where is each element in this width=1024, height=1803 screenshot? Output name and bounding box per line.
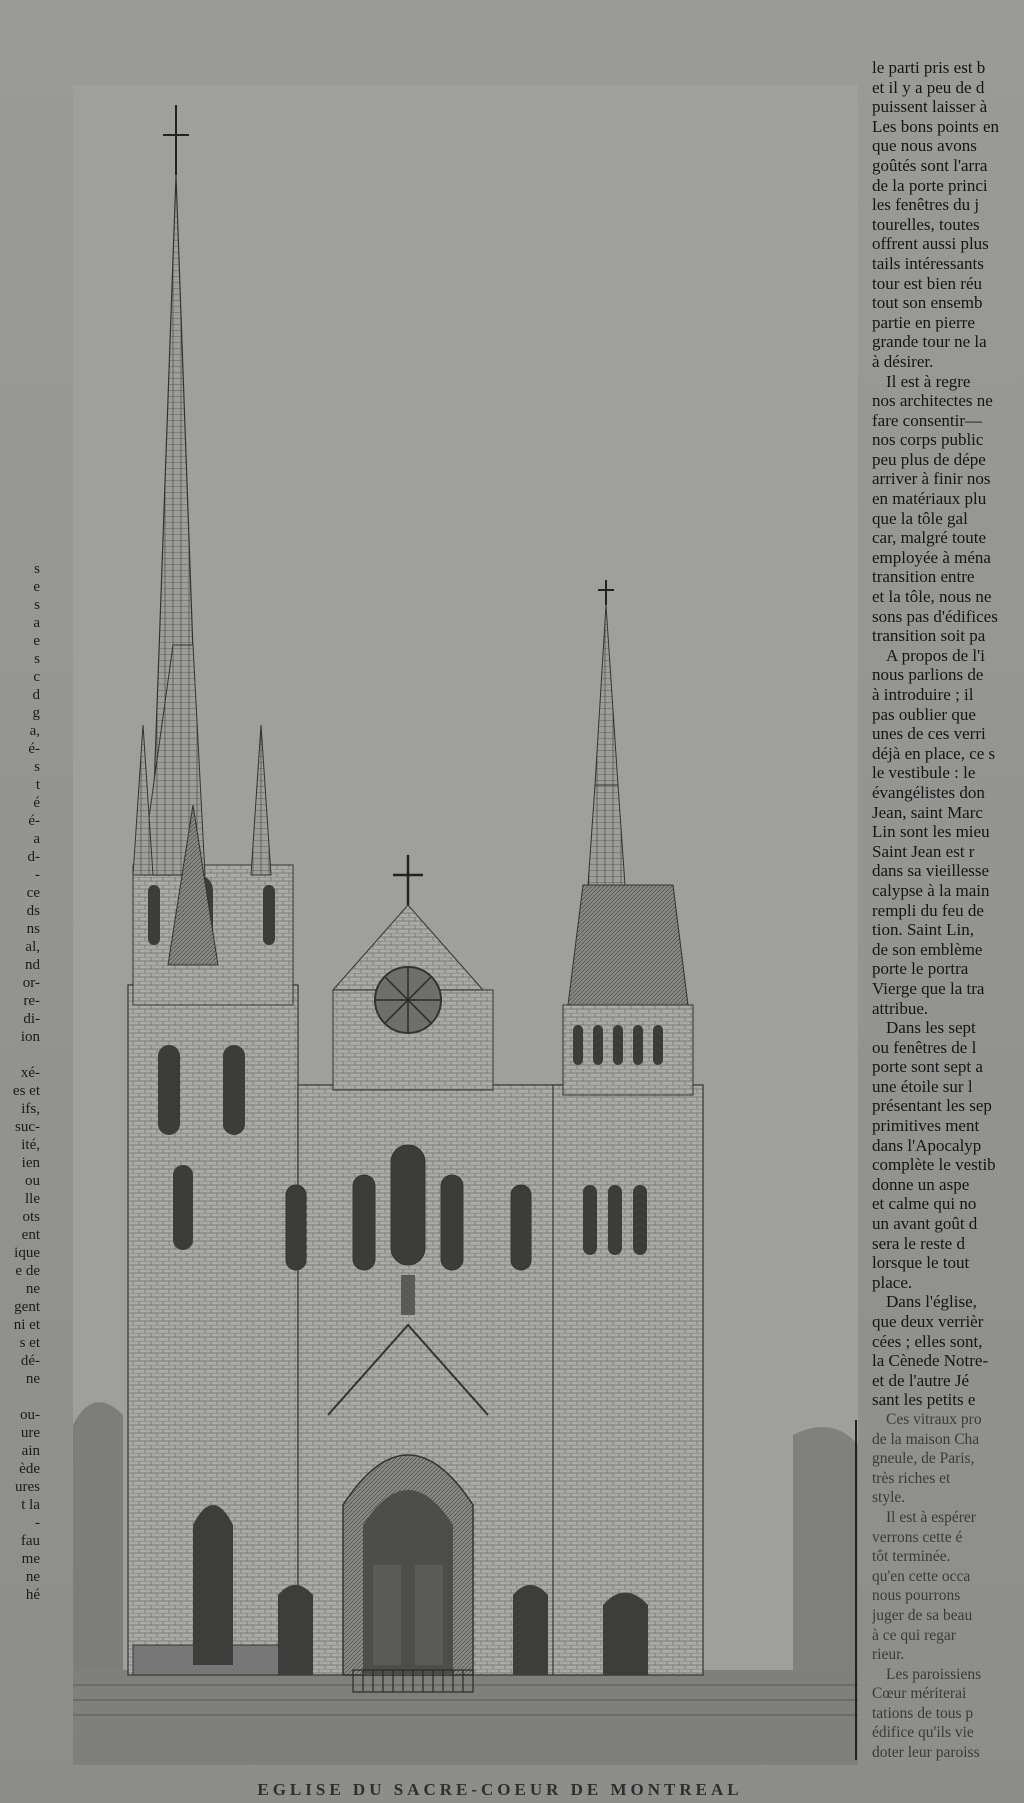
left-text-line (0, 1046, 40, 1064)
left-text-line: ent (21, 1227, 40, 1243)
right-text-line: grande tour ne la (872, 332, 987, 352)
left-text-line: gent (14, 1299, 40, 1315)
right-text-line: cées ; elles sont, (872, 1331, 983, 1351)
left-text-line: s (34, 651, 40, 667)
right-text-line: peu plus de dépe (872, 449, 986, 469)
left-text-line: é- (28, 741, 40, 757)
right-text-line: fare consentir— (872, 410, 982, 430)
left-text-line: es et (12, 1083, 40, 1099)
right-text-line: évangélistes don (872, 782, 985, 802)
left-text-line: d (32, 687, 40, 703)
left-text-line: dé- (20, 1353, 40, 1369)
right-text-line: tôt terminée. (872, 1548, 951, 1566)
left-text-line: e (33, 579, 40, 595)
right-text-line: Les bons points en (872, 116, 1000, 136)
left-text-line: nd (25, 957, 40, 973)
left-text-line: ou (25, 1173, 40, 1189)
right-text-line: rieur. (872, 1646, 905, 1664)
right-text-line: tout son ensemb (872, 293, 983, 313)
left-text-line: é- (28, 813, 40, 829)
right-text-line: juger de sa beau (872, 1606, 973, 1624)
left-text-line: e de (15, 1263, 40, 1279)
right-text-line: qu'en cette occa (872, 1567, 971, 1585)
right-text-line: arriver à finir nos (872, 469, 991, 489)
right-text-line: Saint Jean est r (872, 841, 975, 861)
left-text-line: me (21, 1551, 40, 1567)
right-text-line: offrent aussi plus (872, 234, 989, 254)
left-text-line: g (32, 705, 40, 721)
right-text-line: une étoile sur l (872, 1076, 973, 1096)
right-text-line: tourelles, toutes (872, 214, 980, 234)
left-text-line: suc- (15, 1119, 40, 1135)
right-text-line: sant les petits e (872, 1390, 976, 1410)
right-text-line: que deux verrièr (872, 1312, 984, 1331)
right-text-line: porte sont sept a (872, 1057, 983, 1077)
right-text-line: que la tôle gal (872, 508, 968, 528)
right-text-line: nous pourrons (872, 1587, 961, 1605)
right-text-line: Lin sont les mieu (872, 822, 990, 842)
right-text-line: nos architectes ne (872, 391, 993, 411)
right-text-line: pas oublier que (872, 704, 976, 724)
left-text-line: ots (22, 1209, 40, 1225)
right-text-line: Jean, saint Marc (872, 802, 983, 822)
right-text-line: le vestibule : le (872, 763, 976, 783)
right-text-line: de la porte princi (872, 175, 988, 195)
left-text-line: fau (20, 1533, 40, 1549)
left-text-line: ède (19, 1461, 40, 1477)
left-text-line: ne (25, 1371, 40, 1387)
left-text-line: ne (25, 1281, 40, 1297)
right-text-line: déjà en place, ce s (872, 743, 996, 763)
right-text-line: Dans les sept (886, 1018, 976, 1038)
right-text-line: et de l'autre Jé (872, 1370, 969, 1390)
right-text-line: et il y a peu de d (872, 77, 985, 97)
right-text-line: style. (872, 1489, 906, 1507)
right-text-line: présentant les sep (872, 1096, 992, 1116)
left-text-line: s (34, 561, 40, 577)
right-text-line: place. (872, 1272, 913, 1292)
left-text-line: or- (22, 975, 40, 991)
left-text-line: ain (21, 1443, 40, 1459)
right-text-line: nous parlions de (872, 665, 984, 685)
right-text-line: porte le portra (872, 959, 969, 979)
right-text-line: primitives ment (872, 1116, 980, 1136)
left-text-line: - (35, 867, 40, 883)
left-text-line: a, (29, 723, 40, 739)
left-text-line: di- (23, 1011, 40, 1027)
right-text-line: édifice qu'ils vie (872, 1724, 974, 1742)
right-text-line: transition entre (872, 567, 975, 587)
right-text-line: un avant goût d (872, 1214, 978, 1234)
right-text-line: Dans l'église, (886, 1292, 977, 1312)
left-text-line: ien (21, 1155, 40, 1171)
right-text-line: transition soit pa (872, 626, 986, 646)
right-text-line: partie en pierre (872, 312, 975, 332)
left-text-line: - (35, 1515, 40, 1531)
left-text-line: hé (25, 1587, 40, 1603)
left-text-line: a (33, 831, 40, 847)
right-text-line: de son emblème (872, 939, 983, 959)
left-text-line: d- (27, 849, 40, 865)
right-text-line: à désirer. (872, 351, 934, 371)
church-engraving (73, 85, 858, 1765)
right-text-line: Ces vitraux pro (886, 1410, 982, 1428)
right-text-line: complète le vestib (872, 1155, 996, 1175)
right-text-line: à introduire ; il (872, 685, 974, 704)
right-text-line: goûtés sont l'arra (872, 155, 988, 175)
right-text-line: tour est bien réu (872, 273, 982, 293)
left-text-line: xé- (20, 1065, 40, 1081)
image-caption: EGLISE DU SACRE-COEUR DE MONTREAL (257, 1780, 743, 1799)
left-text-line: ures (15, 1479, 40, 1495)
right-text-line: Les paroissiens (886, 1665, 982, 1683)
left-text-line: ne (25, 1569, 40, 1585)
right-text-line: que nous avons (872, 136, 977, 156)
right-text-line: Cœur mériterai (872, 1685, 967, 1703)
left-text-line: ure (20, 1425, 40, 1441)
left-text-line: ds (26, 903, 40, 919)
right-text-line: lorsque le tout (872, 1253, 970, 1273)
left-text-line: e (33, 633, 40, 649)
right-text-line: calypse à la main (872, 880, 990, 900)
left-text-line: al, (25, 939, 40, 955)
right-text-line: très riches et (872, 1469, 951, 1487)
right-text-column (872, 58, 1024, 1803)
right-text-line: gneule, de Paris, (872, 1450, 975, 1468)
right-text-line: tations de tous p (872, 1704, 974, 1722)
right-text-line: et la tôle, nous ne (872, 587, 992, 607)
left-text-line: ou- (20, 1407, 40, 1423)
ghost-header-text (250, 4, 750, 30)
left-text-line: ion (20, 1029, 40, 1045)
right-text-line: dans l'Apocalyp (872, 1135, 982, 1155)
left-text-line: a (33, 615, 40, 631)
right-text-line: la Cènede Notre- (872, 1351, 989, 1371)
right-text-line: tails intéressants (872, 253, 984, 273)
right-text-line: le parti pris est b (872, 58, 986, 77)
right-text-line: tion. Saint Lin, (872, 920, 974, 940)
right-text-line: sons pas d'édifices (872, 606, 998, 626)
left-text-line: ns (26, 921, 40, 937)
plate-border (855, 1420, 857, 1760)
right-text-line: puissent laisser à (872, 97, 988, 117)
left-text-line: ité, (21, 1137, 40, 1153)
right-text-line: de la maison Cha (872, 1430, 980, 1448)
right-text-line: donne un aspe (872, 1174, 970, 1194)
left-text-column (0, 560, 40, 1800)
right-text-line: à ce qui regar (872, 1626, 956, 1644)
right-text-line: en matériaux plu (872, 489, 987, 509)
left-text-line: lle (25, 1191, 40, 1207)
left-text-line: s (34, 597, 40, 613)
right-text-line: dans sa vieillesse (872, 861, 990, 881)
left-text-line: é (33, 795, 40, 811)
right-text-line: Vierge que la tra (872, 978, 985, 998)
right-text-line: ou fenêtres de l (872, 1037, 977, 1057)
left-text-line: ce (26, 885, 40, 901)
right-text-line: verrons cette é (872, 1528, 963, 1546)
right-text-line: et calme qui no (872, 1194, 977, 1214)
left-text-line: c (33, 669, 40, 685)
right-text-line: sera le reste d (872, 1233, 965, 1253)
left-text-line: ni et (13, 1317, 40, 1333)
right-text-line: nos corps public (872, 430, 984, 450)
right-text-line: employée à ména (872, 547, 991, 567)
right-text-line: unes de ces verri (872, 724, 986, 744)
right-text-line: car, malgré toute (872, 528, 987, 548)
left-text-line: t (35, 777, 40, 793)
left-text-line: ique (14, 1245, 40, 1261)
right-text-line: Il est à espérer (886, 1508, 976, 1526)
right-text-line: A propos de l'i (886, 645, 985, 665)
right-text-line: rempli du feu de (872, 900, 984, 920)
left-text-line: s et (19, 1335, 40, 1351)
right-text-line: attribue. (872, 998, 929, 1018)
left-text-line (0, 1388, 40, 1406)
left-text-line: re- (23, 993, 40, 1009)
right-text-line: Il est à regre (886, 371, 971, 391)
right-text-line: doter leur paroiss (872, 1744, 980, 1762)
left-text-line: t la (21, 1497, 40, 1513)
left-text-line: s (34, 759, 40, 775)
left-text-line: ifs, (21, 1101, 40, 1117)
right-text-line: les fenêtres du j (872, 195, 980, 215)
